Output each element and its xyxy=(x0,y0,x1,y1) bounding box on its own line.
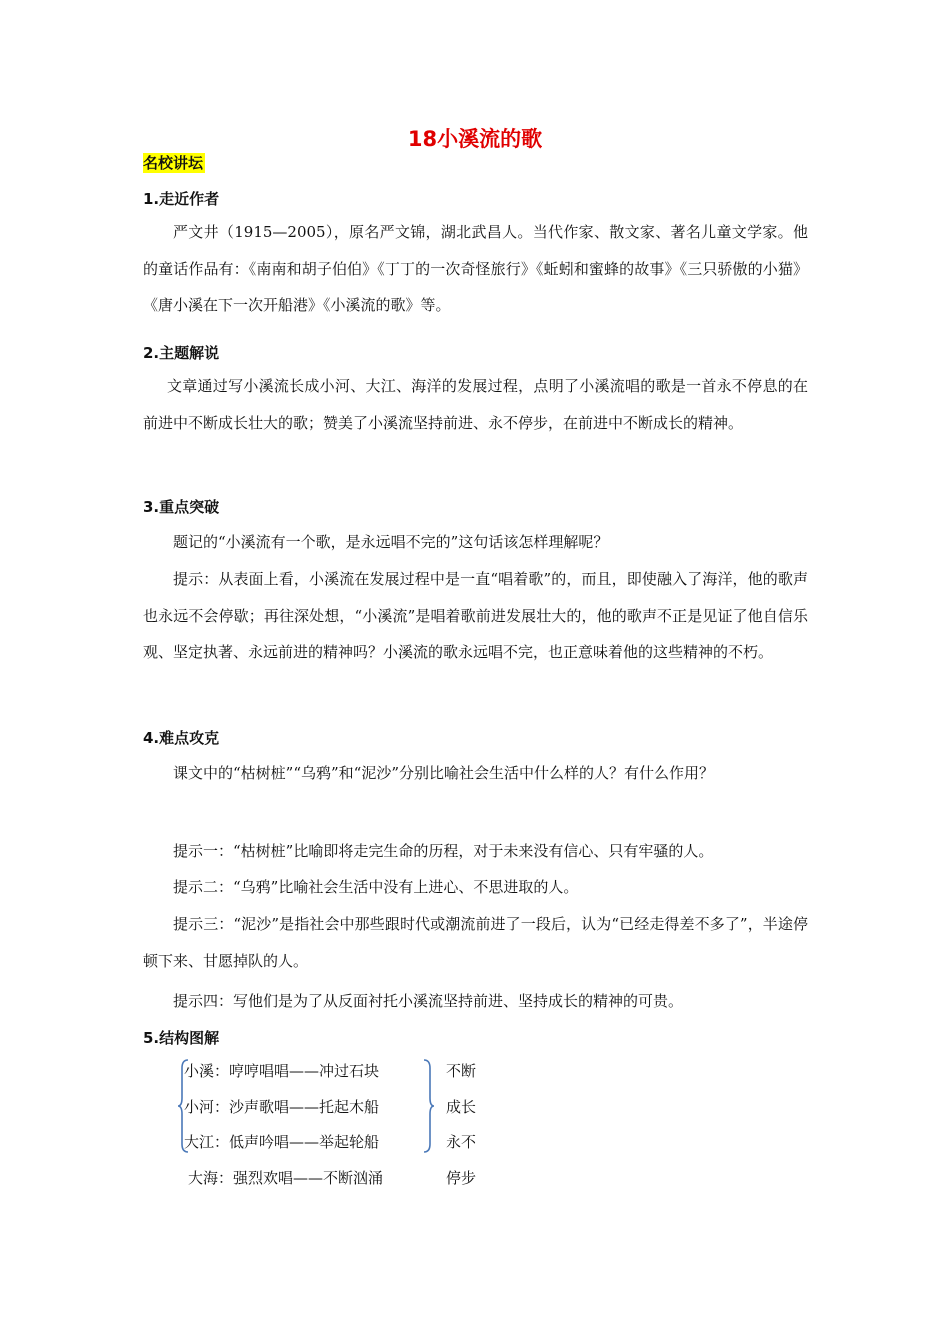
theme-paragraph: 文章通过写小溪流长成小河、大江、海洋的发展过程，点明了小溪流唱的歌是一首永不停息的在前进中不断成长壮大的歌；赞美了小溪流坚持前进、永不停步，在前进中不断成长的精神。 xyxy=(143,377,808,432)
structure-right-label-2: 成长 xyxy=(446,1098,477,1116)
right-brace-icon xyxy=(422,1058,434,1154)
author-paragraph: 严文井（1915—2005），原名严文锦，湖北武昌人。当代作家、散文家、著名儿童文学家。他的童话作品有：《南南和胡子伯伯》《丁丁的一次奇怪旅行》《蚯蚓和蜜蜂的故事》《三只骄傲的小猫》《唐小溪在下一次开船港》《小溪流的歌》等。 xyxy=(143,223,808,314)
difficulty-hint-4: 提示四：写他们是为了从反面衬托小溪流坚持前进、坚持成长的精神的可贵。 xyxy=(173,992,684,1010)
difficulty-hint-3: 提示三：“泥沙”是指社会中那些跟时代或潮流前进了一段后，认为“已经走得差不多了”，半途停顿下来、甘愿掉队的人。 xyxy=(143,915,808,970)
section-heading-structure: 5.结构图解 xyxy=(143,1029,220,1047)
section-heading-theme: 2.主题解说 xyxy=(143,344,220,362)
key-point-question: 题记的“小溪流有一个歌，是永远唱不完的”这句话该怎样理解呢？ xyxy=(173,533,609,551)
structure-row-stream: 小溪：哼哼唱唱——冲过石块 xyxy=(184,1062,380,1080)
document-title: 18小溪流的歌 xyxy=(407,127,543,151)
structure-row-big-river: 大江：低声吟唱——举起轮船 xyxy=(184,1133,380,1151)
section-heading-author: 1.走近作者 xyxy=(143,190,220,208)
structure-diagram xyxy=(178,1056,508,1196)
structure-right-label-3: 永不 xyxy=(446,1133,477,1151)
structure-right-label-4: 停步 xyxy=(446,1169,477,1187)
structure-right-label-1: 不断 xyxy=(446,1062,477,1080)
difficulty-hint-1: 提示一：“枯树桩”比喻即将走完生命的历程，对于未来没有信心、只有牢骚的人。 xyxy=(173,842,714,860)
key-point-hint: 提示：从表面上看，小溪流在发展过程中是一直“唱着歌”的，而且，即使融入了海洋，他的歌声也永远不会停歇；再往深处想，“小溪流”是唱着歌前进发展壮大的，他的歌声不正是见证了他自信乐观、坚定执著、永远前进的精神吗？小溪流的歌永远唱不完，也正意味着他的这些精神的不朽。 xyxy=(143,570,808,661)
section-heading-difficulty: 4.难点攻克 xyxy=(143,729,220,747)
structure-row-river: 小河：沙声歌唱——托起木船 xyxy=(184,1098,380,1116)
section-tag: 名校讲坛 xyxy=(143,154,204,172)
difficulty-question: 课文中的“枯树桩”“乌鸦”和“泥沙”分别比喻社会生活中什么样的人？有什么作用？ xyxy=(173,764,715,782)
difficulty-hint-2: 提示二：“乌鸦”比喻社会生活中没有上进心、不思进取的人。 xyxy=(173,878,579,896)
section-heading-key-point: 3.重点突破 xyxy=(143,498,220,516)
structure-row-sea: 大海：强烈欢唱——不断汹涌 xyxy=(188,1169,384,1187)
